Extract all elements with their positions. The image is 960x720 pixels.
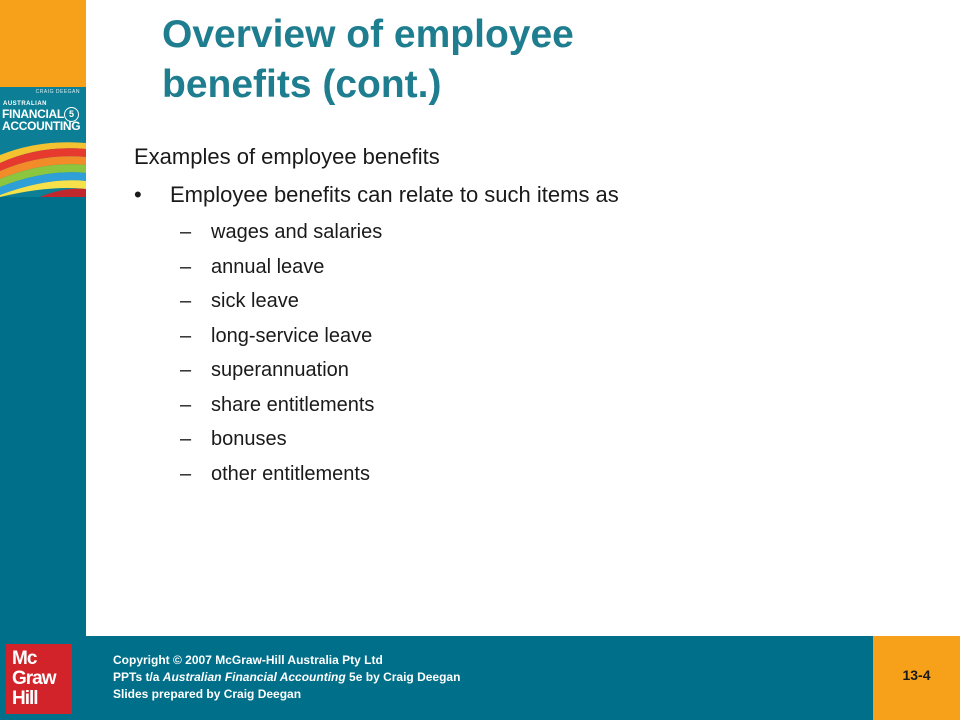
list-item-text: annual leave: [211, 255, 325, 278]
cover-title-line3: ACCOUNTING: [2, 119, 81, 133]
book-cover-image: [0, 87, 86, 197]
dash-glyph: –: [180, 359, 192, 381]
list-item: [180, 425, 382, 460]
list-item-text: other entitlements: [211, 462, 370, 485]
dash-glyph: –: [180, 393, 192, 416]
list-item: [180, 218, 382, 253]
page-number: 13-4: [902, 667, 931, 683]
list-item-text: sick leave: [211, 290, 299, 312]
prepared-by-line: Slides prepared by Craig Deegan: [113, 687, 302, 701]
dash-glyph: –: [180, 324, 192, 347]
dash-glyph: –: [180, 255, 192, 278]
logo-line1: Mc: [12, 648, 37, 669]
copyright-line: Copyright © 2007 McGraw-Hill Australia Pty Ltd: [113, 653, 383, 667]
list-item-text: share entitlements: [211, 393, 375, 416]
list-item: [180, 253, 382, 288]
ppts-prefix: PPTs t/a: [113, 670, 163, 684]
logo-line2: Graw: [12, 668, 56, 689]
book-title: Australian Financial Accounting: [162, 670, 346, 684]
left-accent-block: [0, 0, 86, 87]
list-item-text: bonuses: [211, 428, 287, 450]
cover-author: CRAIG DEEGAN: [35, 89, 80, 95]
list-item-text: long-service leave: [211, 324, 373, 347]
dash-glyph: –: [180, 428, 192, 450]
logo-line3: Hill: [12, 688, 38, 709]
bullet-item: [134, 181, 619, 209]
cover-stripes-graphic: [0, 137, 86, 197]
ppts-line: [113, 669, 460, 686]
cover-title-line2: FINANCIAL: [2, 107, 64, 121]
bullet-text: Employee benefits can relate to such items as: [170, 182, 619, 207]
dash-glyph: –: [180, 290, 192, 312]
list-item: [180, 391, 382, 426]
list-item: [180, 287, 382, 322]
dash-glyph: –: [180, 221, 192, 243]
list-item: [180, 356, 382, 391]
mcgraw-hill-logo: [6, 644, 72, 714]
copyright-notice: [113, 652, 460, 703]
list-item-text: superannuation: [211, 359, 349, 381]
benefit-items-list: [180, 218, 382, 494]
list-item: [180, 460, 382, 495]
cover-edition-badge: 5: [64, 107, 79, 122]
cover-title-line1: AUSTRALIAN: [3, 101, 47, 107]
slide-title-line2: benefits (cont.): [162, 63, 442, 106]
section-heading: Examples of employee benefits: [134, 144, 440, 169]
list-item-text: wages and salaries: [211, 221, 383, 243]
list-item: [180, 322, 382, 357]
bullet-glyph: •: [134, 182, 142, 207]
slide-title: [162, 10, 882, 110]
slide-title-line1: Overview of employee: [162, 13, 574, 56]
dash-glyph: –: [180, 462, 192, 485]
ppts-suffix: 5e by Craig Deegan: [345, 670, 461, 684]
